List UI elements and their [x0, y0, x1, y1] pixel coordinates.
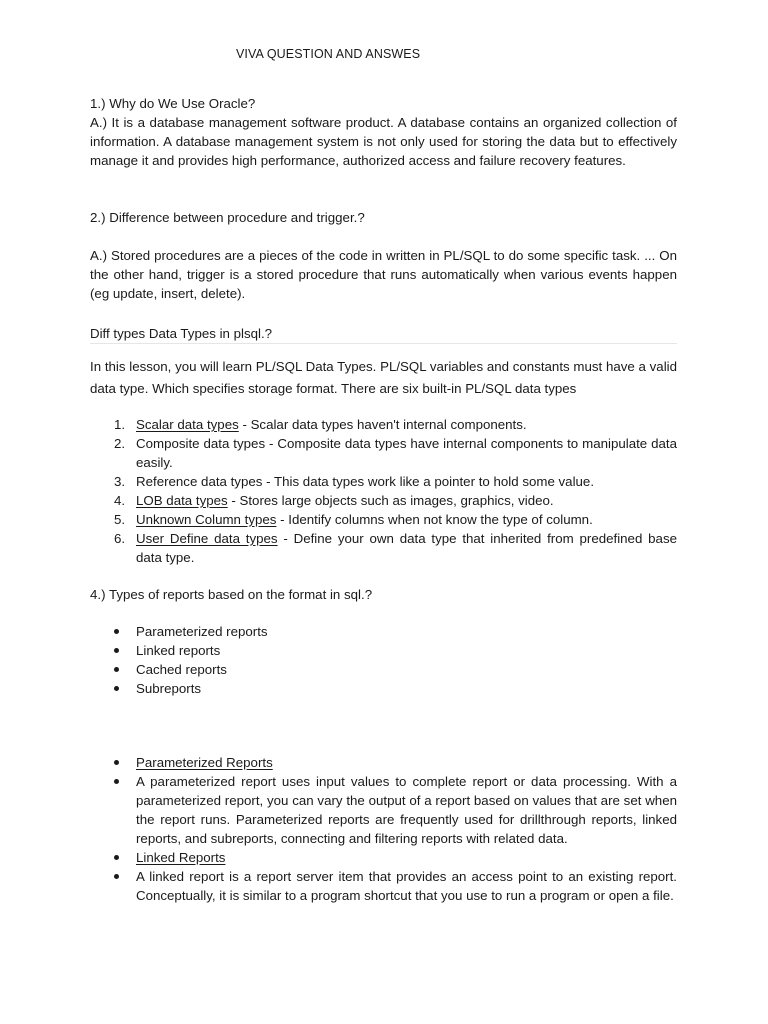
question-2: 2.) Difference between procedure and trigger.?	[90, 210, 365, 225]
list-desc: - This data types work like a pointer to hold some value.	[262, 474, 595, 489]
list-desc: - Stores large objects such as images, graphics, video.	[227, 493, 554, 508]
list-desc: - Define your own data type that inherited from predefined base data type.	[136, 531, 677, 565]
list-desc: - Composite data types have internal components to manipulate data easily.	[136, 436, 677, 470]
list-item	[90, 510, 677, 529]
answer-1: A.) It is a database management software product. A database contains an organized collection of information. A database management system is not only used for storing the data but to effectively manage it and provides high performance, authorized access and failure recovery features.	[90, 115, 677, 168]
list-number: 4.	[114, 493, 126, 508]
question-1-block	[90, 94, 677, 170]
list-text: Linked reports	[136, 643, 221, 658]
list-item	[90, 679, 677, 698]
list-number: 3.	[114, 474, 126, 489]
list-item	[90, 867, 677, 905]
bullet-icon	[114, 629, 119, 634]
list-item	[90, 753, 677, 772]
list-term: Reference data types	[136, 474, 263, 489]
report-details-list	[90, 753, 677, 905]
bullet-icon	[114, 667, 119, 672]
detail-text: A parameterized report uses input values to complete report or data processing. With a parameterized report, you can vary the output of a report based on values that are set when the report runs. Parameterized reports are frequently used for drillthrough reports, linked reports, and subreports, connecting and filtering reports with related data.	[136, 774, 677, 846]
list-item	[90, 641, 677, 660]
list-text: Parameterized reports	[136, 624, 268, 639]
list-term: LOB data types	[136, 493, 228, 508]
question-3-intro: In this lesson, you will learn PL/SQL Data Types. PL/SQL variables and constants must have a valid data type. Which specifies storage format. There are six built-in PL/SQL data types	[90, 359, 677, 396]
list-desc: - Identify columns when not know the type of column.	[276, 512, 593, 527]
heading-divider	[90, 343, 677, 344]
list-desc: - Scalar data types haven't internal components.	[238, 417, 527, 432]
list-item	[90, 491, 677, 510]
list-item	[90, 529, 677, 567]
detail-text: A linked report is a report server item that provides an access point to an existing report. Conceptually, it is similar to a program shortcut that you use to run a program or open a file.	[136, 869, 677, 903]
list-item	[90, 848, 677, 867]
list-text: Subreports	[136, 681, 202, 696]
list-number: 2.	[114, 436, 126, 451]
list-item	[90, 415, 677, 434]
detail-heading: Linked Reports	[136, 850, 226, 865]
bullet-icon	[114, 855, 119, 860]
answer-2: A.) Stored procedures are a pieces of the code in written in PL/SQL to do some specific task. ... On the other hand, trigger is a stored procedure that runs automatically when various events happen (eg update, insert, delete).	[90, 248, 677, 301]
list-term: Unknown Column types	[136, 512, 277, 527]
list-term: Composite data types	[136, 436, 266, 451]
bullet-icon	[114, 686, 119, 691]
question-1: 1.) Why do We Use Oracle?	[90, 96, 256, 111]
list-number: 6.	[114, 531, 126, 546]
list-item	[90, 434, 677, 472]
list-term: User Define data types	[136, 531, 278, 546]
list-item	[90, 472, 677, 491]
list-number: 1.	[114, 417, 126, 432]
question-3-heading: Diff types Data Types in plsql.?	[90, 326, 273, 341]
bullet-icon	[114, 760, 119, 765]
bullet-icon	[114, 874, 119, 879]
question-4: 4.) Types of reports based on the format in sql.?	[90, 587, 373, 602]
bullet-icon	[114, 648, 119, 653]
list-term: Scalar data types	[136, 417, 239, 432]
list-number: 5.	[114, 512, 126, 527]
data-types-list	[90, 415, 677, 567]
list-item	[90, 772, 677, 848]
page-title: VIVA QUESTION AND ANSWES	[236, 47, 421, 61]
list-item	[90, 622, 677, 641]
detail-heading: Parameterized Reports	[136, 755, 273, 770]
report-types-list	[90, 622, 677, 698]
list-text: Cached reports	[136, 662, 227, 677]
list-item	[90, 660, 677, 679]
bullet-icon	[114, 779, 119, 784]
